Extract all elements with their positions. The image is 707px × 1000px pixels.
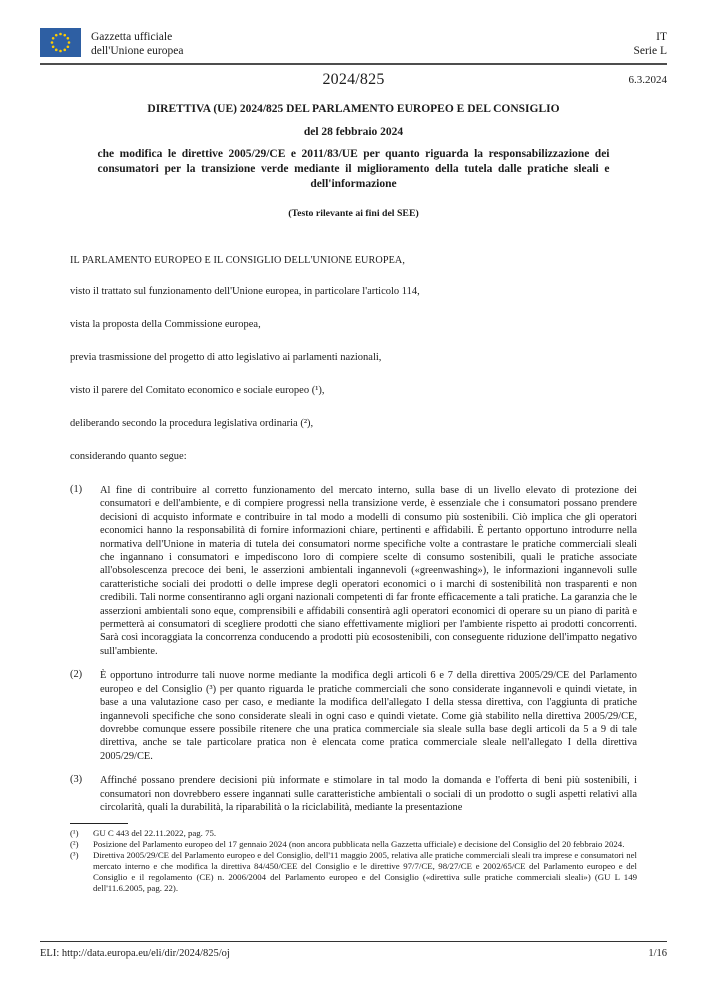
citation-treaty: visto il trattato sul funzionamento dell'Unione europea, in particolare l'articolo 114, xyxy=(70,286,420,297)
recital-2-number: (2) xyxy=(70,669,83,681)
recital-1-number: (1) xyxy=(70,484,83,495)
recitals-list xyxy=(70,484,637,814)
considering-line: considerando quanto segue: xyxy=(70,451,187,462)
recital-3 xyxy=(70,774,637,814)
directive-subtitle: che modifica le direttive 2005/29/CE e 2011/83/UE per quanto riguarda la responsabilizzazione dei consumatori per la transizione verde mediante il miglioramento della tutela dalle pratiche sleali e dell'informazione xyxy=(97,148,610,190)
recital-1 xyxy=(70,484,637,658)
eli-link[interactable]: ELI: http://data.europa.eu/eli/dir/2024/825/oj xyxy=(40,948,230,959)
eea-relevance-note: (Testo rilevante ai fini del SEE) xyxy=(288,208,419,219)
footnote-separator xyxy=(70,823,128,824)
footnote-1 xyxy=(70,828,637,839)
footnote-1-text: GU C 443 del 22.11.2022, pag. 75. xyxy=(93,828,217,839)
citation-ordinary-procedure: deliberando secondo la procedura legislativa ordinaria (²), xyxy=(70,418,314,429)
directive-title: DIRETTIVA (UE) 2024/825 DEL PARLAMENTO EUROPEO E DEL CONSIGLIO xyxy=(147,103,560,115)
footnote-2 xyxy=(70,839,637,850)
page-footer xyxy=(40,941,667,959)
publication-date: 6.3.2024 xyxy=(628,74,667,86)
header-divider xyxy=(40,63,667,65)
header-edition-info xyxy=(633,28,667,58)
directive-date: del 28 febbraio 2024 xyxy=(303,126,404,138)
title-block xyxy=(40,102,667,219)
footnote-3 xyxy=(70,850,637,894)
eu-flag-logo xyxy=(40,28,81,57)
footnote-1-label: (¹) xyxy=(70,828,79,839)
document-number: 2024/825 xyxy=(322,71,385,88)
footnote-2-label: (²) xyxy=(70,839,79,850)
journal-title-line1: Gazzetta ufficiale xyxy=(91,31,173,43)
eu-flag-field xyxy=(40,28,81,57)
recital-2-text: È opportuno introdurre tali nuove norme mediante la modifica degli articoli 6 e 7 della direttiva 2005/29/CE del Parlamento europeo e del Consiglio (³) per quanto riguarda le pratiche commerciali che sono considerate ingannevoli e quindi vietate, in base a una valutazione caso per caso, e mediante la modifica dell'allegato I della stessa direttiva, con l'aggiunta di pratiche ingannevoli specifiche che sono considerate sleali in ogni caso e quindi vietate. Come già stabilito nella direttiva 2005/29/CE, dovrebbe comunque essere possibile ritenere che una pratica commerciale sia sleale sulla base degli articoli da 5 a 9 di tale direttiva, anche se tale particolare pratica non è elencata come pratica commerciale sleale nell'allegato I della direttiva 2005/29/CE. xyxy=(100,670,637,762)
page-header xyxy=(40,28,667,59)
series-label: Serie L xyxy=(633,45,667,57)
recital-1-text: Al fine di contribuire al corretto funzionamento del mercato interno, sulla base di un livello elevato di protezione dei consumatori e dell'ambiente, e di compiere progressi nella transizione verde, è essenziale che i consumatori possano prendere decisioni di acquisto informate e contribuire in tal modo a modelli di consumo più sostenibili. Ciò implica che gli operatori economici hanno la responsabilità di fornire informazioni chiare, pertinenti e affidabili. È pertanto opportuno introdurre nella normativa dell'Unione in materia di tutela dei consumatori norme specifiche volte a contrastare le pratiche commerciali sleali che ingannano i consumatori e impediscono loro di compiere scelte di consumo sostenibili, quali le pratiche associate all'obsolescenza precoce dei beni, le asserzioni ambientali ingannevoli («greenwashing»), le informazioni ingannevoli sulle caratteristiche sociali dei prodotti o delle imprese degli operatori economici o i marchi di sostenibilità non trasparenti e non credibili. Tali norme consentiranno agli organi nazionali competenti di far fronte efficacemente a tali pratiche. La garanzia che le asserzioni ambientali sono eque, comprensibili e affidabili consentirà agli operatori economici di operare su un piano di parità e permetterà ai consumatori di scegliere prodotti che siano effettivamente migliori per l'ambiente rispetto ai prodotti concorrenti. Sarà così incoraggiata la concorrenza conducendo a prodotti più ecosostenibili, con conseguente riduzione dell'impatto negativo sull'ambiente. xyxy=(100,485,637,657)
citation-national-parliaments: previa trasmissione del progetto di atto legislativo ai parlamenti nazionali, xyxy=(70,352,382,363)
footnotes-block xyxy=(70,828,637,894)
page-indicator: 1/16 xyxy=(648,948,667,959)
citation-eesc-opinion: visto il parere del Comitato economico e sociale europeo (¹), xyxy=(70,385,325,396)
preamble-opening: IL PARLAMENTO EUROPEO E IL CONSIGLIO DELL'UNIONE EUROPEA, xyxy=(70,255,406,266)
footnote-3-label: (³) xyxy=(70,850,79,861)
recital-2 xyxy=(70,669,637,763)
language-code: IT xyxy=(656,31,667,43)
document-number-row xyxy=(40,71,667,91)
footnote-2-text: Posizione del Parlamento europeo del 17 gennaio 2024 (non ancora pubblicata nella Gazzetta ufficiale) e decisione del Consiglio del 20 febbraio 2024. xyxy=(93,839,625,850)
journal-title-line2: dell'Unione europea xyxy=(91,45,184,57)
recital-3-text: Affinché possano prendere decisioni più informate e stimolare in tal modo la domanda e l'offerta di beni più sostenibili, i consumatori non dovrebbero essere ingannati sulle caratteristiche ambientali o sociali di un prodotto o sugli aspetti relativi alla circolarità, quali la durabilità, la riparabilità o la riciclabilità, mediante la presentazione xyxy=(100,775,637,813)
journal-title xyxy=(91,28,183,58)
document-body xyxy=(70,255,637,894)
footnote-3-text: Direttiva 2005/29/CE del Parlamento europeo e del Consiglio, dell'11 maggio 2005, relativa alle pratiche commerciali sleali tra imprese e consumatori nel mercato interno e che modifica la direttiva 84/450/CEE del Consiglio e le direttive 97/7/CE, 98/27/CE e 2002/65/CE del Parlamento europeo e del Consiglio e il regolamento (CE) n. 2006/2004 del Parlamento europeo e del Consiglio («direttiva sulle pratiche commerciali sleali») (GU L 149 dell'11.6.2005, pag. 22). xyxy=(93,850,637,894)
citation-commission-proposal: vista la proposta della Commissione europea, xyxy=(70,319,261,330)
recital-3-number: (3) xyxy=(70,774,83,786)
